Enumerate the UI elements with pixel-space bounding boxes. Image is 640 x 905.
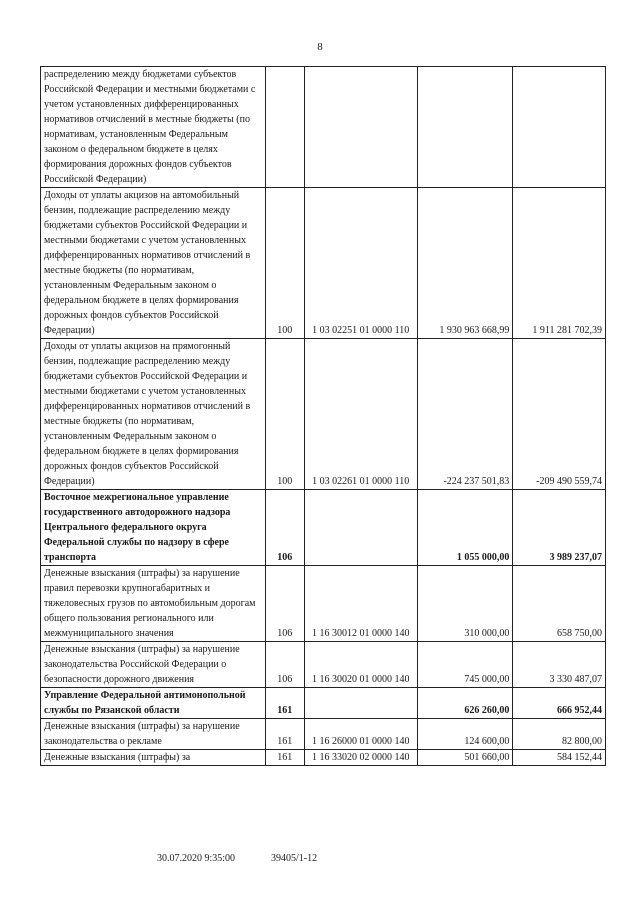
row-kbk-code: 1 16 30012 01 0000 140: [304, 566, 417, 642]
row-description: Доходы от уплаты акцизов на прямогонный бензин, подлежащие распределению между бюджетами субъектов Российской Федерации и местными бюджетами с учетом установленных дифференцированных нормативов отчислений в местные бюджеты (по нормативам, установленным Федеральным законом о федеральном бюджете в целях формирования дорожных фондов субъектов Российской Федерации): [41, 339, 266, 490]
row-kbk-code: 1 03 02261 01 0000 110: [304, 339, 417, 490]
table-row: [41, 750, 606, 766]
row-admin-code: [265, 67, 304, 188]
row-description: Денежные взыскания (штрафы) за нарушение законодательства о рекламе: [41, 719, 266, 750]
row-value-fact: 584 152,44: [513, 750, 606, 766]
row-value-fact: 3 989 237,07: [513, 490, 606, 566]
row-kbk-code: 1 03 02251 01 0000 110: [304, 188, 417, 339]
row-value-plan: 1 930 963 668,99: [417, 188, 513, 339]
row-description: Денежные взыскания (штрафы) за нарушение законодательства Российской Федерации о безопасности дорожного движения: [41, 642, 266, 688]
row-kbk-code: 1 16 30020 01 0000 140: [304, 642, 417, 688]
row-description: Денежные взыскания (штрафы) за нарушение правил перевозки крупногабаритных и тяжеловесных грузов по автомобильным дорогам общего пользования регионального или межмуниципального значения: [41, 566, 266, 642]
row-value-plan: 124 600,00: [417, 719, 513, 750]
row-kbk-code: 1 16 33020 02 0000 140: [304, 750, 417, 766]
row-description: распределению между бюджетами субъектов Российской Федерации и местными бюджетами с учетом установленных дифференцированных нормативов отчислений в местные бюджеты (по нормативам, установленным Федеральным законом о федеральном бюджете в целях формирования дорожных фондов субъектов Российской Федерации): [41, 67, 266, 188]
row-value-fact: 3 330 487,07: [513, 642, 606, 688]
row-value-plan: -224 237 501,83: [417, 339, 513, 490]
row-value-plan: 745 000,00: [417, 642, 513, 688]
row-admin-code: 100: [265, 339, 304, 490]
footer-timestamp: 30.07.2020 9:35:00: [157, 853, 236, 864]
row-admin-code: 106: [265, 566, 304, 642]
row-admin-code: 161: [265, 719, 304, 750]
row-description: Доходы от уплаты акцизов на автомобильный бензин, подлежащие распределению между бюджетами субъектов Российской Федерации и местными бюджетами с учетом установленных дифференцированных нормативов отчислений в местные бюджеты (по нормативам, установленным Федеральным законом о федеральном бюджете в целях формирования дорожных фондов субъектов Российской Федерации): [41, 188, 266, 339]
row-admin-code: 161: [265, 750, 304, 766]
row-admin-code: 100: [265, 188, 304, 339]
row-value-fact: 658 750,00: [513, 566, 606, 642]
table-row: [41, 339, 606, 490]
table-row: [41, 67, 606, 188]
row-value-plan: 310 000,00: [417, 566, 513, 642]
row-kbk-code: [304, 688, 417, 719]
table-row: [41, 642, 606, 688]
row-admin-code: 106: [265, 490, 304, 566]
row-value-fact: 666 952,44: [513, 688, 606, 719]
row-value-fact: [513, 67, 606, 188]
budget-revenue-table: [40, 66, 606, 766]
table-row: [41, 188, 606, 339]
table-row: [41, 566, 606, 642]
row-value-plan: 626 260,00: [417, 688, 513, 719]
row-description: Денежные взыскания (штрафы) за: [41, 750, 266, 766]
row-value-fact: -209 490 559,74: [513, 339, 606, 490]
row-value-fact: 1 911 281 702,39: [513, 188, 606, 339]
table-row-section-header: [41, 688, 606, 719]
row-admin-code: 161: [265, 688, 304, 719]
table-row-section-header: [41, 490, 606, 566]
row-kbk-code: [304, 67, 417, 188]
row-value-fact: 82 800,00: [513, 719, 606, 750]
row-value-plan: 501 660,00: [417, 750, 513, 766]
row-kbk-code: 1 16 26000 01 0000 140: [304, 719, 417, 750]
page-number: 8: [317, 41, 323, 53]
table-row: [41, 719, 606, 750]
row-admin-code: 106: [265, 642, 304, 688]
row-description: Восточное межрегиональное управление государственного автодорожного надзора Центрального федерального округа Федеральной службы по надзору в сфере транспорта: [41, 490, 266, 566]
row-value-plan: 1 055 000,00: [417, 490, 513, 566]
row-kbk-code: [304, 490, 417, 566]
row-description: Управление Федеральной антимонопольной службы по Рязанской области: [41, 688, 266, 719]
row-value-plan: [417, 67, 513, 188]
footer-document-ref: 39405/1-12: [271, 853, 318, 864]
